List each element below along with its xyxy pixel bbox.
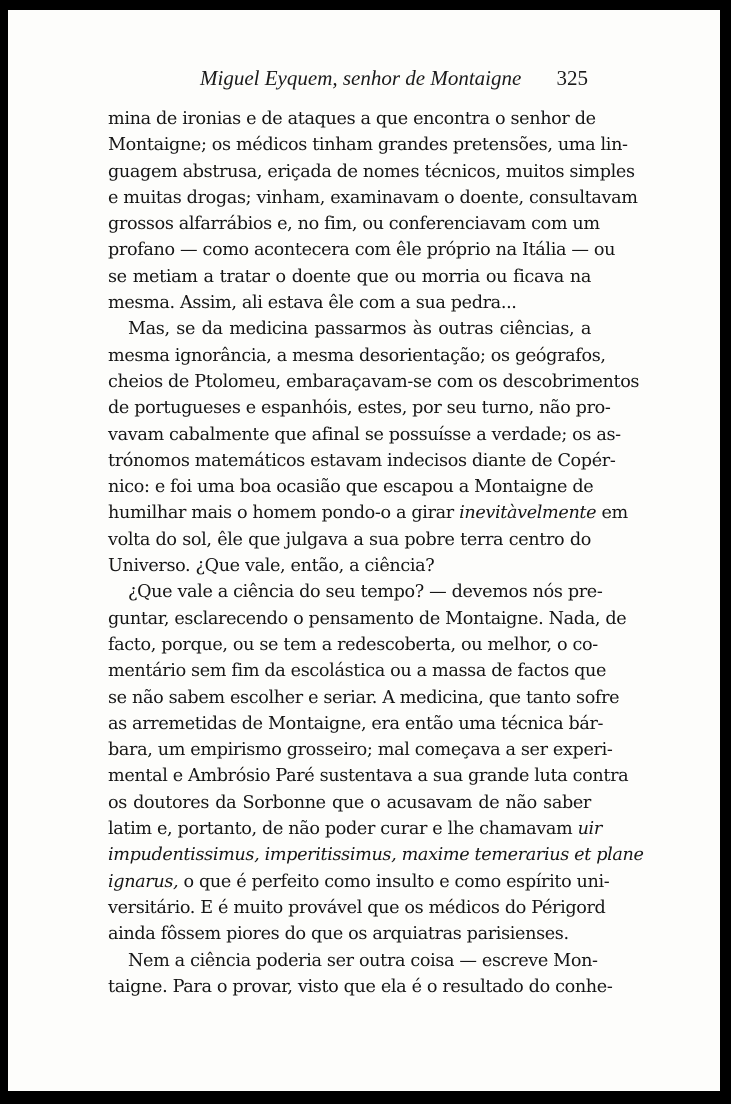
text-line: versitário. E é muito provável que os médicos do Périgord (108, 897, 606, 918)
paragraph (108, 579, 644, 947)
text-line: os doutores da Sorbonne que o acusavam de não saber (108, 792, 591, 813)
paragraph (108, 948, 613, 1001)
text-run: humilhar mais o homem pondo-o a girar (108, 503, 460, 524)
running-title: Miguel Eyquem, senhor de Montaigne (200, 66, 522, 90)
text-line: Montaigne; os médicos tinham grandes pretensões, uma lin- (108, 135, 628, 156)
text-line: mesma. Assim, ali estava êle com a sua pedra... (108, 293, 517, 314)
text-line (108, 816, 602, 842)
text-line: ainda fôssem piores do que os arquiatras parisienses. (108, 924, 569, 945)
paragraph (108, 316, 640, 579)
text-line: facto, porque, ou se tem a redescoberta, ou melhor, o co- (108, 634, 598, 655)
italic-text: ignarus, (108, 871, 179, 892)
italic-text: uir (577, 819, 602, 840)
body-text (108, 106, 644, 1000)
paragraph (108, 106, 638, 316)
text-line: taigne. Para o provar, visto que ela é o resultado do conhe- (108, 976, 613, 997)
text-line: bara, um empirismo grosseiro; mal começava a ser experi- (108, 740, 613, 761)
text-line: guntar, esclarecendo o pensamento de Montaigne. Nada, de (108, 608, 627, 629)
text-run: o que é perfeito como insulto e como espírito uni- (178, 871, 610, 892)
text-line: mentário sem fim da escolástica ou a massa de factos que (108, 661, 607, 682)
text-line: Mas, se da medicina passarmos às outras ciências, a (128, 319, 591, 340)
text-line: Nem a ciência poderia ser outra coisa — escreve Mon- (128, 950, 598, 971)
text-line: volta do sol, êle que julgava a sua pobre terra centro do (108, 529, 591, 550)
text-line: guagem abstrusa, eriçada de nomes técnicos, muitos simples (108, 161, 635, 182)
text-line: se metiam a tratar o doente que ou morria ou ficava na (108, 266, 591, 287)
italic-text: inevitàvelmente (459, 503, 597, 524)
text-line: profano — como acontecera com êle próprio na Itália — ou (108, 240, 616, 261)
text-line: grossos alfarrábios e, no fim, ou conferenciavam com um (108, 214, 600, 235)
text-line (108, 869, 610, 895)
text-line: e muitas drogas; vinham, examinavam o doente, consultavam (108, 187, 638, 208)
text-line: mina de ironias e de ataques a que encontra o senhor de (108, 109, 596, 129)
text-line: as arremetidas de Montaigne, era então uma técnica bár- (108, 713, 604, 734)
text-line: cheios de Ptolomeu, embaraçavam-se com os descobrimentos (108, 371, 640, 392)
text-line: ¿Que vale a ciência do seu tempo? — devemos nós pre- (128, 582, 603, 603)
book-page (8, 10, 720, 1091)
text-line: trónomos matemáticos estavam indecisos diante de Copér- (108, 450, 616, 471)
text-run: latim e, portanto, de não poder curar e lhe chamavam (108, 819, 578, 840)
text-line: mental e Ambrósio Paré sustentava a sua grande luta contra (108, 766, 629, 787)
text-line: de portugueses e espanhóis, estes, por seu turno, não pro- (108, 398, 611, 419)
text-line: mesma ignorância, a mesma desorientação; os geógrafos, (108, 345, 606, 366)
text-line: se não sabem escolher e seriar. A medicina, que tanto sofre (108, 687, 620, 708)
text-line: Universo. ¿Que vale, então, a ciência? (108, 556, 435, 577)
text-line (108, 500, 628, 526)
italic-line: impudentissimus, imperitissimus, maxime temerarius et plane (108, 845, 644, 866)
text-line: nico: e foi uma boa ocasião que escapou a Montaigne de (108, 477, 594, 498)
text-run: em (596, 503, 628, 524)
text-line: vavam cabalmente que afinal se possuísse a verdade; os as- (108, 424, 621, 445)
page-number: 325 (556, 66, 588, 90)
running-header (108, 66, 588, 96)
